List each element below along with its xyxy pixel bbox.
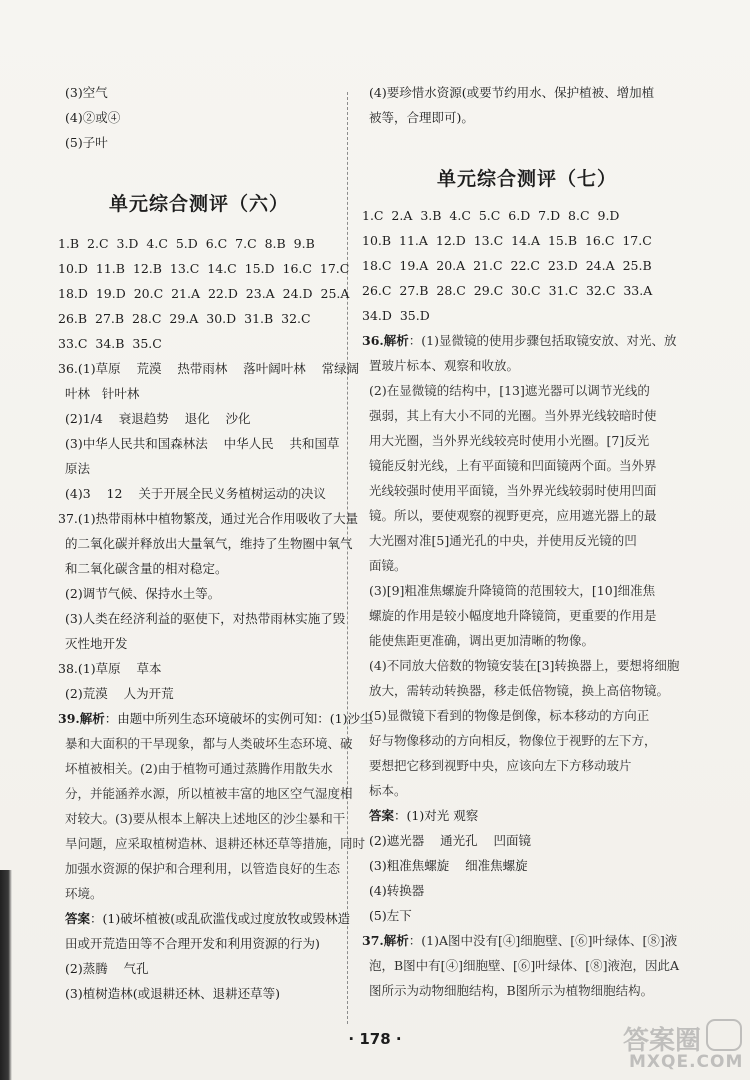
q36-analysis-line: (2)在显微镜的结构中，[13]遮光器可以调节光线的 bbox=[369, 383, 650, 398]
q36-analysis-line: 放大，需转动转换器，移走低倍物镜，换上高倍物镜。 bbox=[369, 683, 670, 698]
q37-analysis-label: 37.解析 bbox=[362, 933, 409, 948]
left-top-item: (3)空气 bbox=[65, 85, 108, 100]
q36-analysis-first-line bbox=[362, 328, 692, 353]
q36-answer-label: 答案 bbox=[369, 808, 395, 823]
q37-line: 37.(1)热带雨林中植物繁茂，通过光合作用吸收了大量 bbox=[58, 511, 359, 526]
mc-answer-row: 1.C 2.A 3.B 4.C 5.C 6.D 7.D 8.C 9.D bbox=[362, 208, 620, 223]
q36-analysis-line: 要想把它移到视野中央，应该向左下方移动玻片 bbox=[369, 758, 632, 773]
q39-answer-line: 田或开荒造田等不合理开发和利用资源的行为) bbox=[65, 936, 320, 951]
q36-line: (3)中华人民共和国森林法 中华人民 共和国草 bbox=[65, 436, 340, 451]
q36-analysis-line: 光线较强时使用平面镜，当外界光线较弱时使用凹面 bbox=[369, 483, 657, 498]
right-column bbox=[362, 80, 692, 1003]
q36-analysis-line: (3)[9]粗准焦螺旋升降镜筒的范围较大，[10]细准焦 bbox=[369, 583, 656, 598]
q36-answer-text: ：(1)对光 观察 bbox=[394, 808, 479, 823]
q36-analysis-line: 镜。所以，要使观察的视野更亮，应用遮光器上的最 bbox=[369, 508, 657, 523]
q39-analysis-line: 分，并能涵养水源，所以植被丰富的地区空气湿度相 bbox=[65, 786, 353, 801]
q38-line: 38.(1)草原 草本 bbox=[58, 661, 162, 676]
q37-analysis-first-line bbox=[362, 928, 692, 953]
q36-line: 原法 bbox=[65, 461, 91, 476]
q39-analysis-line: 加强水资源的保护和合理利用，以管造良好的生态 bbox=[65, 861, 341, 876]
q36-analysis-line: 螺旋的作用是较小幅度地升降镜筒，更重要的作用是 bbox=[369, 608, 657, 623]
q39-analysis-text: ：由题中所列生态环境破坏的实例可知：(1)沙尘 bbox=[104, 711, 373, 726]
left-top-item: (4)②或④ bbox=[65, 110, 121, 125]
q37-line: 灭性地开发 bbox=[65, 636, 128, 651]
q36-line: 叶林 针叶林 bbox=[65, 386, 140, 401]
column-divider bbox=[347, 92, 348, 1024]
q37-analysis-line: 图所示为动物细胞结构，B图所示为植物细胞结构。 bbox=[369, 983, 654, 998]
q36-analysis-line: 大光圈对准[5]通光孔的中央，并使用反光镜的凹 bbox=[369, 533, 637, 548]
q37-line: 的二氧化碳并释放出大量氧气，维持了生物圈中氧气 bbox=[65, 536, 353, 551]
left-top-item: (5)子叶 bbox=[65, 135, 108, 150]
mc-answer-row: 18.D 19.D 20.C 21.A 22.D 23.A 24.D 25.A bbox=[58, 286, 350, 301]
mc-answer-row: 26.B 27.B 28.C 29.A 30.D 31.B 32.C bbox=[58, 311, 311, 326]
q39-answer-label: 答案 bbox=[65, 911, 91, 926]
q36-analysis-line: 强弱，其上有大小不同的光圈。当外界光线较暗时使 bbox=[369, 408, 657, 423]
mc-answer-row: 18.C 19.A 20.A 21.C 22.C 23.D 24.A 25.B bbox=[362, 258, 652, 273]
right-top-item: 被等，合理即可)。 bbox=[369, 110, 474, 125]
q39-analysis-line: 环境。 bbox=[65, 886, 103, 901]
q39-answer-first-line bbox=[58, 906, 351, 931]
q39-answer-line: (2)蒸腾 气孔 bbox=[65, 961, 149, 976]
q39-analysis-line: 旱问题，应采取植树造林、退耕还林还草等措施，同时 bbox=[65, 836, 366, 851]
q36-answer-line: (3)粗准焦螺旋 细准焦螺旋 bbox=[369, 858, 528, 873]
scan-edge-shadow bbox=[0, 870, 12, 1080]
mc-answer-row: 26.C 27.B 28.C 29.C 30.C 31.C 32.C 33.A bbox=[362, 283, 653, 298]
page-number: · 178 · bbox=[348, 1030, 402, 1048]
q36-analysis-line: 能使焦距更准确，调出更加清晰的物像。 bbox=[369, 633, 595, 648]
q36-analysis-line: 镜能反射光线，上有平面镜和凹面镜两个面。当外界 bbox=[369, 458, 657, 473]
q36-analysis-line: 标本。 bbox=[369, 783, 407, 798]
q36-answer-line: (4)转换器 bbox=[369, 883, 425, 898]
mc-answer-row: 1.B 2.C 3.D 4.C 5.D 6.C 7.C 8.B 9.B bbox=[58, 236, 315, 251]
q36-analysis-line: 用大光圈，当外界光线较亮时使用小光圈。[7]反光 bbox=[369, 433, 650, 448]
q36-analysis-line: 面镜。 bbox=[369, 558, 407, 573]
q36-analysis-line: (5)显微镜下看到的物像是倒像，标本移动的方向正 bbox=[369, 708, 650, 723]
q36-answer-line: (5)左下 bbox=[369, 908, 412, 923]
section-title-six: 单元综合测评（六） bbox=[108, 193, 289, 215]
q39-analysis-line: 坏植被相关。(2)由于植物可通过蒸腾作用散失水 bbox=[65, 761, 333, 776]
q36-analysis-label: 36.解析 bbox=[362, 333, 409, 348]
q39-answer-line: (3)植树造林(或退耕还林、退耕还草等) bbox=[65, 986, 280, 1001]
q36-analysis-line: 好与物像移动的方向相反，物像位于视野的左下方， bbox=[369, 733, 657, 748]
q39-answer-text: ：(1)破坏植被(或乱砍滥伐或过度放牧或毁林造 bbox=[90, 911, 351, 926]
q37-line: 和二氧化碳含量的相对稳定。 bbox=[65, 561, 228, 576]
q39-analysis-line: 暴和大面积的干旱现象，都与人类破坏生态环境、破 bbox=[65, 736, 353, 751]
q38-line: (2)荒漠 人为开荒 bbox=[65, 686, 174, 701]
q36-analysis-line: 置玻片标本、观察和收放。 bbox=[369, 358, 520, 373]
q36-line: 36.(1)草原 荒漠 热带雨林 落叶阔叶林 常绿阔 bbox=[58, 361, 360, 376]
mc-answer-row: 34.D 35.D bbox=[362, 308, 430, 323]
q37-line: (3)人类在经济利益的驱使下，对热带雨林实施了毁 bbox=[65, 611, 346, 626]
q36-analysis-line: (4)不同放大倍数的物镜安装在[3]转换器上，要想将细胞 bbox=[369, 658, 680, 673]
mc-answer-row: 10.D 11.B 12.B 13.C 14.C 15.D 16.C 17.C bbox=[58, 261, 350, 276]
q37-analysis-line: 泡，B图中有[④]细胞壁、[⑥]叶绿体、[⑧]液泡，因此A bbox=[369, 958, 679, 973]
q39-analysis-line: 对较大。(3)要从根本上解决上述地区的沙尘暴和干 bbox=[65, 811, 346, 826]
watermark-logo bbox=[615, 1018, 745, 1076]
q37-analysis-text: ：(1)A图中没有[④]细胞壁、[⑥]叶绿体、[⑧]液 bbox=[408, 933, 678, 948]
q39-analysis-first-line bbox=[58, 706, 373, 731]
watermark-title: 答案圈 bbox=[623, 1026, 702, 1056]
q36-answer-line: (2)遮光器 通光孔 凹面镜 bbox=[369, 833, 531, 848]
mc-answer-row: 33.C 34.B 35.C bbox=[58, 336, 162, 351]
left-column bbox=[58, 80, 373, 1006]
q36-line: (2)1/4 衰退趋势 退化 沙化 bbox=[65, 411, 251, 426]
q39-analysis-label: 39.解析 bbox=[58, 711, 105, 726]
q36-analysis-text: ：(1)显微镜的使用步骤包括取镜安放、对光、放 bbox=[408, 333, 677, 348]
watermark-url: MXQE.COM bbox=[629, 1052, 744, 1072]
mc-answer-row: 10.B 11.A 12.D 13.C 14.A 15.B 16.C 17.C bbox=[362, 233, 652, 248]
q36-answer-first-line bbox=[362, 803, 692, 828]
q36-line: (4)3 12 关于开展全民义务植树运动的决议 bbox=[65, 486, 326, 501]
section-title-seven: 单元综合测评（七） bbox=[436, 168, 617, 190]
right-top-item: (4)要珍惜水资源(或要节约用水、保护植被、增加植 bbox=[369, 85, 655, 100]
q37-line: (2)调节气候、保持水土等。 bbox=[65, 586, 221, 601]
